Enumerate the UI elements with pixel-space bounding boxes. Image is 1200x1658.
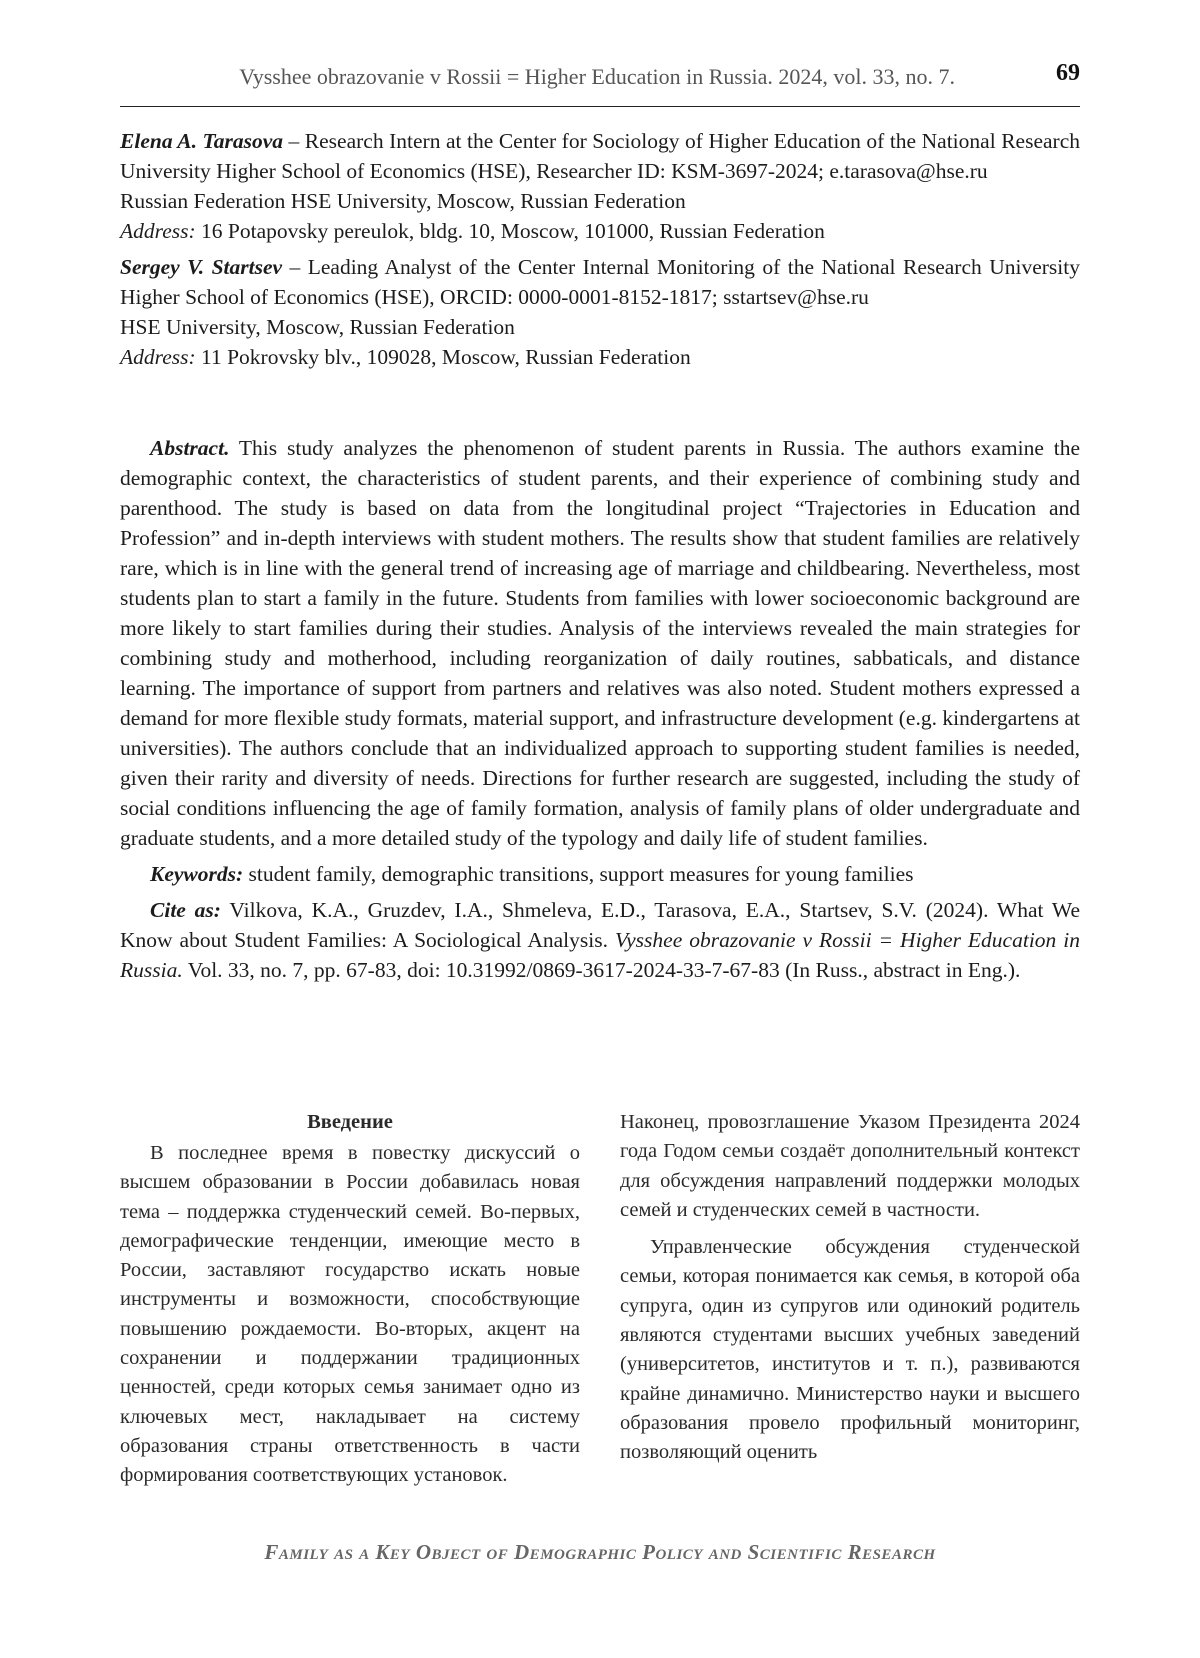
author-name: Sergey V. Startsev xyxy=(120,255,283,279)
body-column-left xyxy=(120,1108,580,1491)
author-address-line xyxy=(120,216,1080,246)
keywords-text: student family, demographic transitions, support measures for young families xyxy=(243,862,914,886)
author-name: Elena A. Tarasova xyxy=(120,129,283,153)
abstract-text: This study analyzes the phenomenon of student parents in Russia. The authors examine the demographic context, the characteristics of student parents, and their experience of combining study and parenthood. The study is based on data from the longitudinal project “Trajectories in Education and Profession” and in-depth interviews with student mothers. The results show that student families are relatively rare, which is in line with the general trend of increasing age of marriage and childbearing. Nevertheless, most students plan to start a family in the future. Students from families with lower socioeconomic background are more likely to start families during their studies. Analysis of the interviews revealed the main strategies for combining study and motherhood, including reorganization of daily routines, sabbaticals, and distance learning. The importance of support from partners and relatives was also noted. Student mothers expressed a demand for more flexible study formats, material support, and infrastructure development (e.g. kindergartens at universities). The authors conclude that an individualized approach to supporting student families is needed, given their rarity and diversity of needs. Directions for further research are suggested, including the study of social conditions influencing the age of family formation, analysis of family plans of older undergraduate and graduate students, and a more detailed study of the typology and daily life of student families. xyxy=(120,436,1080,850)
author-affiliation: Russian Federation HSE University, Moscow, Russian Federation xyxy=(120,189,686,213)
page-number: 69 xyxy=(1056,60,1080,86)
author-address: 11 Pokrovsky blv., 109028, Moscow, Russian Federation xyxy=(195,345,691,369)
author-description: – Leading Analyst of the Center Internal Monitoring of the National Research University Higher School of Economics (HSE), ORCID: 0000-0001-8152-1817; sstartsev@hse.ru xyxy=(120,255,1080,309)
abstract-label: Abstract. xyxy=(150,436,230,460)
author-affiliation: HSE University, Moscow, Russian Federation xyxy=(120,315,515,339)
body-paragraph: Наконец, провозглашение Указом Президента 2024 года Годом семьи создаёт дополнительный контекст для обсуждения направлений поддержки молодых семей и студенческих семей в частности. xyxy=(620,1111,1080,1221)
cite-text-2: Vol. 33, no. 7, pp. 67-83, doi: 10.31992/0869-3617-2024-33-7-67-83 (In Russ., abstract in Eng.). xyxy=(182,958,1021,982)
running-footer: Family as a Key Object of Demographic Policy and Scientific Research xyxy=(264,1540,936,1564)
address-label: Address: xyxy=(120,219,196,243)
running-header xyxy=(120,62,1080,107)
cite-paragraph xyxy=(120,895,1080,985)
body-paragraph: Управленческие обсуждения студенческой семьи, которая понимается как семья, в которой оба супруга, один из супругов или одинокий родитель являются студентами высших учебных заведений (университетов, институтов и т. п.), развиваются крайне динамично. Министерство науки и высшего образования провело профильный мониторинг, позволяющий оценить xyxy=(620,1236,1080,1464)
keywords-paragraph xyxy=(120,859,1080,889)
keywords-label: Keywords: xyxy=(150,862,244,886)
section-heading: Введение xyxy=(307,1111,393,1133)
abstract-paragraph xyxy=(120,433,1080,853)
address-label: Address: xyxy=(120,345,196,369)
author-info xyxy=(120,126,1080,378)
author-description-line xyxy=(120,252,1080,312)
cite-journal: Vysshee obrazovanie v Rossii = Higher Education in Russia. xyxy=(120,928,1080,982)
body-column-right xyxy=(620,1108,1080,1468)
author-block xyxy=(120,126,1080,246)
author-address: 16 Potapovsky pereulok, bldg. 10, Moscow, 101000, Russian Federation xyxy=(195,219,825,243)
journal-citation: Vysshee obrazovanie v Rossii = Higher Education in Russia. 2024, vol. 33, no. 7. xyxy=(239,64,955,89)
author-address-line xyxy=(120,342,1080,372)
author-description-line xyxy=(120,126,1080,186)
author-description: – Research Intern at the Center for Sociology of Higher Education of the National Research University Higher School of Economics (HSE), Researcher ID: KSM-3697-2024; e.tarasova@hse.ru xyxy=(120,129,1080,183)
body-paragraph: В последнее время в повестку дискуссий о высшем образовании в России добавилась новая тема – поддержка студенческий семей. Во-первых, демографические тенденции, имеющие место в России, заставляют государство искать новые инструменты и возможности, способствующие повышению рождаемости. Во-вторых, акцент на сохранении и поддержании традиционных ценностей, среди которых семья занимает одно из ключевых мест, накладывает на систему образования страны ответственность в части формирования соответствующих установок. xyxy=(120,1142,580,1487)
abstract-section xyxy=(120,433,1080,985)
author-block xyxy=(120,252,1080,372)
cite-text-1: Vilkova, K.A., Gruzdev, I.A., Shmeleva, E.D., Tarasova, E.A., Startsev, S.V. (2024). What We Know about Student Families: A Sociological Analysis. xyxy=(120,898,1081,952)
cite-label: Cite as: xyxy=(150,898,221,922)
